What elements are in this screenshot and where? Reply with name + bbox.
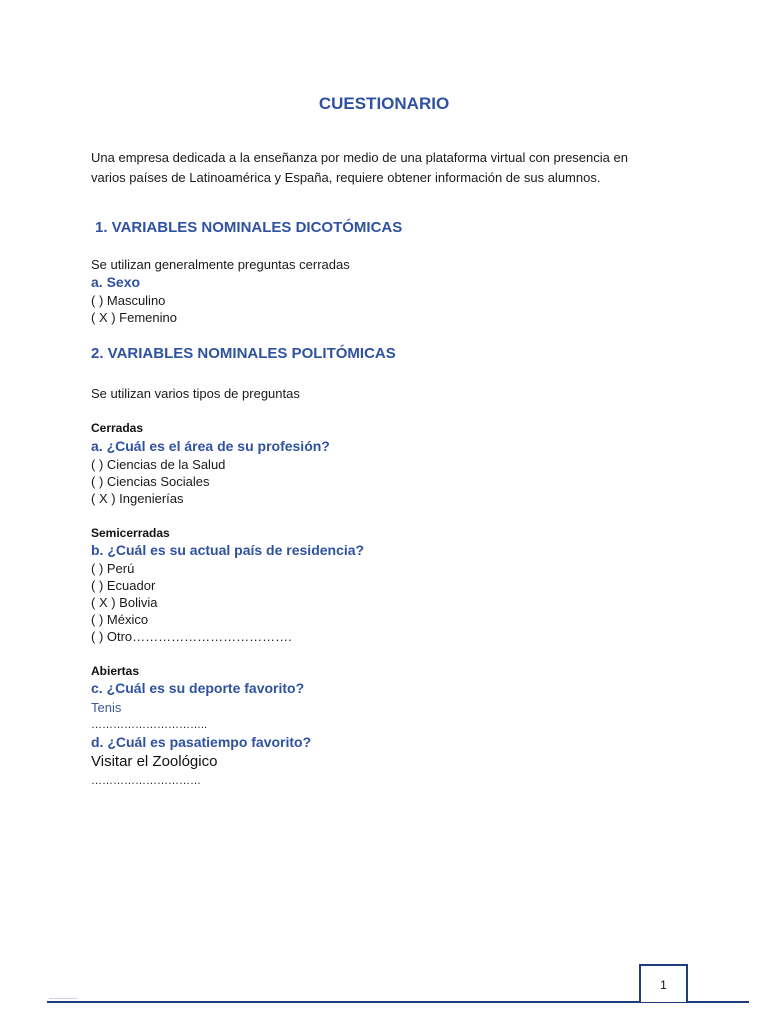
- option-mexico: ( ) México: [91, 612, 149, 627]
- question-deporte: c. ¿Cuál es su deporte favorito?: [91, 680, 305, 696]
- answer-deporte-dots: …………………………..: [91, 719, 208, 731]
- option-ciencias-sociales: ( ) Ciencias Sociales: [91, 474, 210, 489]
- answer-deporte: Tenis: [91, 700, 122, 715]
- page-number-box: [639, 964, 688, 1002]
- option-masculino: ( ) Masculino: [91, 293, 166, 308]
- option-femenino: ( X ) Femenino: [91, 310, 177, 325]
- section1-heading: 1. VARIABLES NOMINALES DICOTÓMICAS: [95, 219, 403, 236]
- intro-line-2: varios países de Latinoamérica y España, requiere obtener información de sus alumnos.: [91, 170, 601, 185]
- question-pasatiempo: d. ¿Cuál es pasatiempo favorito?: [91, 734, 312, 750]
- question-profesion: a. ¿Cuál es el área de su profesión?: [91, 438, 330, 454]
- option-ecuador: ( ) Ecuador: [91, 578, 156, 593]
- question-pais: b. ¿Cuál es su actual país de residencia?: [91, 542, 365, 558]
- footer-accent: [49, 998, 77, 999]
- answer-pasatiempo-dots: …………………………: [91, 775, 201, 787]
- section2-heading: 2. VARIABLES NOMINALES POLITÓMICAS: [91, 345, 396, 362]
- page-title: CUESTIONARIO: [318, 94, 450, 113]
- option-otro: ( ) Otro……………………………….: [91, 629, 292, 644]
- section1-note: Se utilizan generalmente preguntas cerradas: [91, 257, 350, 272]
- question-sexo: a. Sexo: [91, 274, 141, 290]
- label-cerradas: Cerradas: [91, 421, 144, 435]
- option-ciencias-salud: ( ) Ciencias de la Salud: [91, 457, 226, 472]
- page-number: 1: [660, 978, 667, 992]
- answer-pasatiempo: Visitar el Zoológico: [91, 753, 218, 770]
- option-bolivia: ( X ) Bolivia: [91, 595, 158, 610]
- section2-note: Se utilizan varios tipos de preguntas: [91, 386, 300, 401]
- label-abiertas: Abiertas: [91, 664, 140, 678]
- option-peru: ( ) Perú: [91, 561, 135, 576]
- option-ingenierias: ( X ) Ingenierías: [91, 491, 184, 506]
- label-semicerradas: Semicerradas: [91, 526, 170, 540]
- intro-line-1: Una empresa dedicada a la enseñanza por medio de una plataforma virtual con presencia en: [91, 150, 628, 165]
